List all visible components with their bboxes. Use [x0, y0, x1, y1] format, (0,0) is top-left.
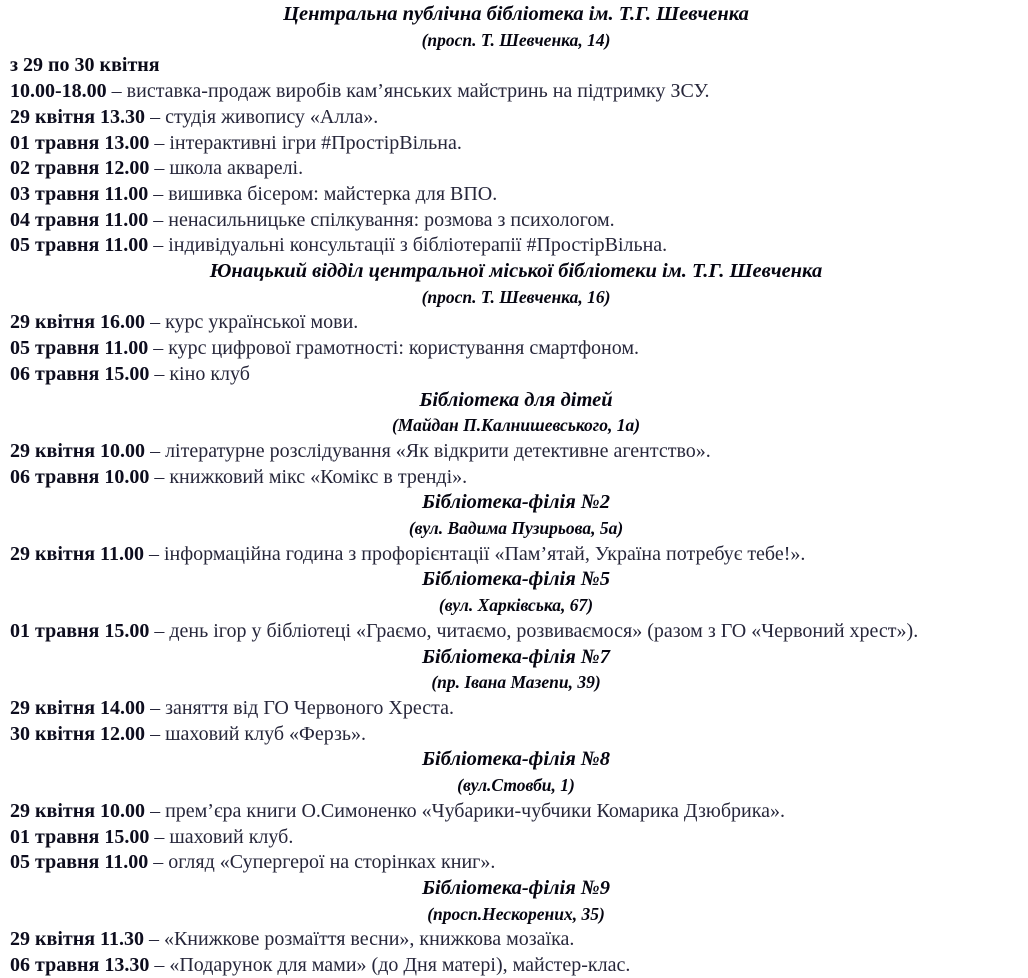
event-description: заняття від ГО Червоного Хреста.: [165, 696, 454, 719]
event-line: [10, 105, 1022, 131]
section-heading: Юнацький відділ центральної міської бібліотеки ім. Т.Г. Шевченка: [209, 260, 823, 283]
date-range-note: з 29 по 30 квітня: [10, 54, 160, 77]
event-datetime: 29 квітня 13.30: [10, 105, 146, 128]
event-description: виставка-продаж виробів кам’янських майстринь на підтримку ЗСУ.: [126, 80, 710, 103]
event-datetime: 29 квітня 16.00: [10, 311, 146, 334]
event-datetime: 29 квітня 10.00: [10, 439, 146, 462]
dash-separator: –: [153, 851, 164, 874]
event-datetime: 10.00-18.00: [10, 80, 107, 103]
dash-separator: –: [154, 954, 165, 977]
event-datetime: 29 квітня 10.00: [10, 799, 146, 822]
event-line: [10, 182, 1022, 208]
event-line: [10, 233, 1022, 259]
event-line: [10, 722, 1022, 748]
section-heading: Бібліотека-філія №8: [422, 748, 610, 771]
event-line: [10, 310, 1022, 336]
event-datetime: 06 травня 15.00: [10, 362, 150, 385]
event-line: [10, 953, 1022, 978]
event-description: вишивка бісером: майстерка для ВПО.: [168, 182, 498, 205]
event-datetime: 30 квітня 12.00: [10, 722, 146, 745]
dash-separator: –: [111, 80, 122, 103]
event-line: [10, 850, 1022, 876]
event-datetime: 29 квітня 11.00: [10, 542, 144, 565]
event-description: інтерактивні ігри #ПростірВільна.: [169, 131, 462, 154]
event-line: [10, 696, 1022, 722]
section-heading: Бібліотека-філія №5: [422, 568, 610, 591]
dash-separator: –: [150, 105, 161, 128]
dash-separator: –: [153, 337, 164, 360]
section-address: (вул. Харківська, 67): [438, 595, 594, 616]
event-datetime: 06 травня 13.30: [10, 954, 150, 977]
dash-separator: –: [150, 439, 161, 462]
event-line: [10, 465, 1022, 491]
dash-separator: –: [150, 722, 161, 745]
event-datetime: 05 травня 11.00: [10, 234, 149, 257]
event-line: [10, 336, 1022, 362]
event-line: [10, 619, 1022, 645]
event-datetime: 05 травня 11.00: [10, 851, 149, 874]
event-description: день ігор у бібліотеці «Граємо, читаємо, розвиваємося» (разом з ГО «Червоний хрест»).: [169, 619, 919, 642]
event-datetime: 04 травня 11.00: [10, 208, 149, 231]
event-datetime: 29 квітня 14.00: [10, 696, 146, 719]
event-description: ненасильницьке спілкування: розмова з психологом.: [168, 208, 615, 231]
event-datetime: 03 травня 11.00: [10, 182, 149, 205]
dash-separator: –: [150, 696, 161, 719]
section-heading: Центральна публічна бібліотека ім. Т.Г. Шевченка: [283, 3, 749, 25]
dash-separator: –: [148, 928, 159, 951]
event-line: [10, 131, 1022, 157]
event-line: [10, 927, 1022, 953]
dash-separator: –: [154, 362, 165, 385]
event-datetime: 06 травня 10.00: [10, 465, 150, 488]
dash-separator: –: [148, 542, 159, 565]
event-description: індивідуальні консультації з бібліотерапії #ПростірВільна.: [168, 234, 668, 257]
dash-separator: –: [154, 825, 165, 848]
section-address: (пр. Івана Мазепи, 39): [431, 672, 601, 693]
event-description: прем’єра книги О.Симоненко «Чубарики-чубчики Комарика Дзюбрика».: [165, 799, 786, 822]
event-description: шаховий клуб «Ферзь».: [165, 722, 366, 745]
event-datetime: 01 травня 15.00: [10, 619, 150, 642]
section-address: (вул. Вадима Пузирьова, 5а): [408, 518, 624, 539]
dash-separator: –: [154, 131, 165, 154]
event-description: кіно клуб: [169, 362, 250, 385]
event-line: [10, 542, 1022, 568]
event-description: книжковий мікс «Комікс в тренді».: [169, 465, 468, 488]
event-line: [10, 799, 1022, 825]
dash-separator: –: [154, 157, 165, 180]
dash-separator: –: [154, 465, 165, 488]
event-line: [10, 439, 1022, 465]
event-line: [10, 208, 1022, 234]
event-description: курс цифрової грамотності: користування смартфоном.: [168, 337, 640, 360]
event-description: «Книжкове розмаїття весни», книжкова мозаїка.: [163, 928, 575, 951]
event-description: літературне розслідування «Як відкрити детективне агентство».: [165, 439, 711, 462]
dash-separator: –: [153, 182, 164, 205]
document-body: [10, 2, 1022, 978]
section-heading: Бібліотека для дітей: [419, 388, 613, 411]
event-description: шаховий клуб.: [169, 825, 294, 848]
event-description: огляд «Супергерої на сторінках книг».: [168, 851, 496, 874]
event-description: «Подарунок для мами» (до Дня матері), майстер-клас.: [169, 954, 631, 977]
dash-separator: –: [150, 311, 161, 334]
event-datetime: 01 травня 15.00: [10, 825, 150, 848]
section-address: (просп. Т. Шевченка, 14): [421, 29, 611, 50]
dash-separator: –: [154, 619, 165, 642]
dash-separator: –: [153, 234, 164, 257]
section-address: (Майдан П.Калнишевського, 1а): [391, 415, 641, 436]
section-heading: Бібліотека-філія №2: [422, 491, 610, 514]
event-description: студія живопису «Алла».: [165, 105, 379, 128]
dash-separator: –: [153, 208, 164, 231]
section-heading: Бібліотека-філія №9: [422, 876, 610, 899]
event-line: [10, 79, 1022, 105]
event-line: [10, 825, 1022, 851]
event-line: [10, 156, 1022, 182]
event-datetime: 05 травня 11.00: [10, 337, 149, 360]
event-line: [10, 362, 1022, 388]
event-datetime: 01 травня 13.00: [10, 131, 150, 154]
section-address: (вул.Стовби, 1): [457, 775, 575, 796]
dash-separator: –: [150, 799, 161, 822]
section-address: (просп. Т. Шевченка, 16): [421, 286, 611, 307]
section-heading: Бібліотека-філія №7: [422, 645, 610, 668]
event-datetime: 29 квітня 11.30: [10, 928, 144, 951]
event-description: школа акварелі.: [169, 157, 304, 180]
event-description: інформаційна година з профорієнтації «Пам’ятай, Україна потребує тебе!».: [163, 542, 806, 565]
event-description: курс української мови.: [165, 311, 359, 334]
event-datetime: 02 травня 12.00: [10, 157, 150, 180]
section-address: (просп.Нескорених, 35): [427, 903, 605, 924]
